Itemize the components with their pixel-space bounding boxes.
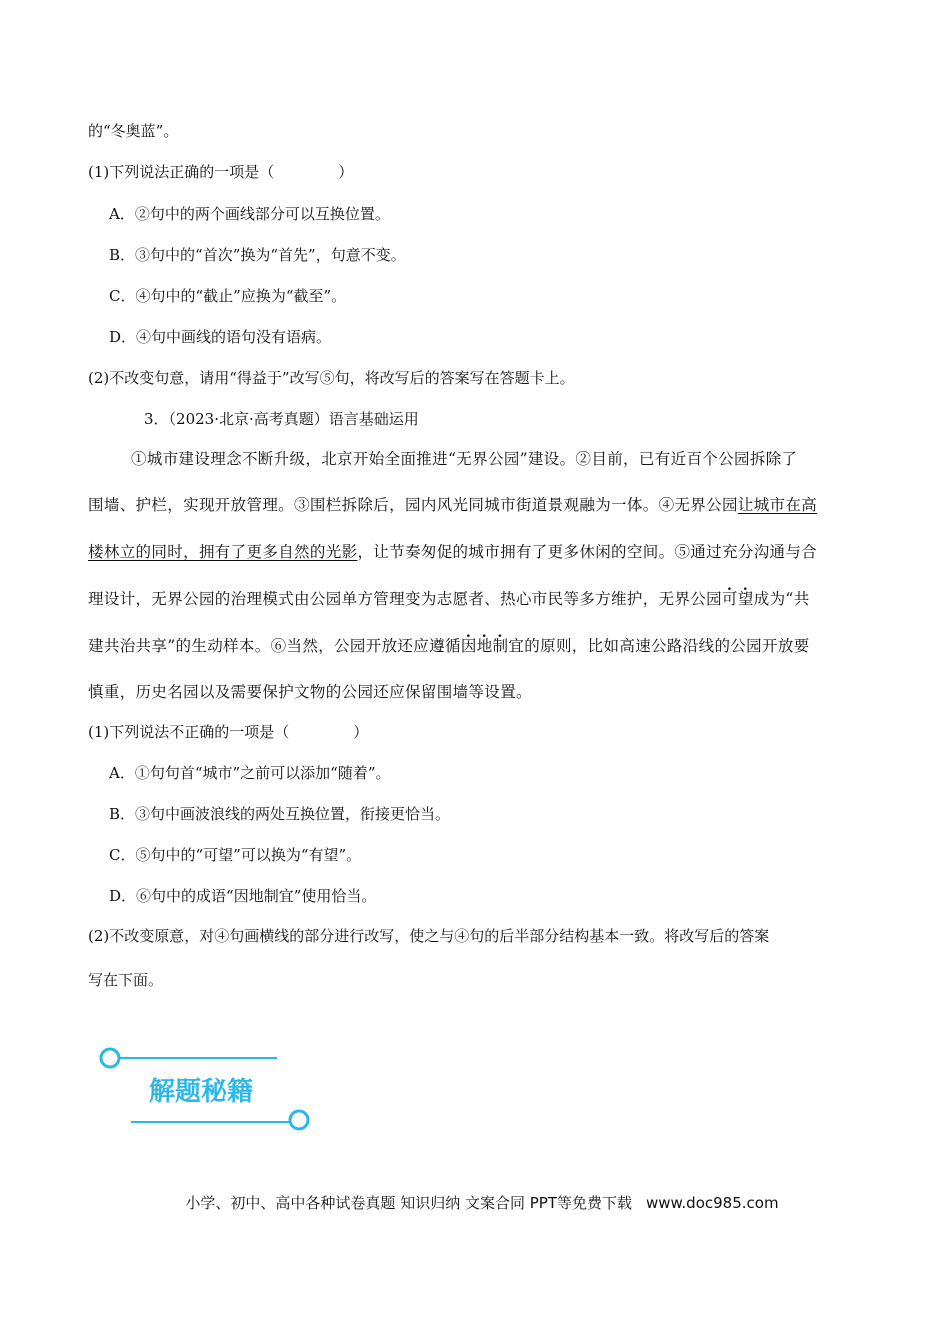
dotted-char: 制	[492, 637, 509, 655]
dotted-char: 望	[737, 590, 754, 608]
option-b: B．③句中的“首次”换为“首先”，句意不变。	[109, 246, 406, 264]
footer-text: 小学、初中、高中各种试卷真题 知识归纳 文案合同 PPT等免费下载	[185, 1194, 632, 1212]
passage-text: 宜的原则，比如高速公路沿线的公园开放要	[508, 637, 810, 655]
prompt-close: ）	[353, 723, 369, 741]
badge-circle-left	[101, 1049, 119, 1067]
option-a: A．②句中的两个画线部分可以互换位置。	[109, 205, 390, 223]
passage-line-2	[88, 495, 817, 515]
question-3-part-2-line-1: (2)不改变原意，对④句画横线的部分进行改写，使之与④句的后半部分结构基本一致。将改写后的答案	[88, 927, 770, 945]
dotted-char: 地	[476, 637, 493, 655]
underlined-phrase: 让城市在高	[737, 496, 818, 514]
question-2-part-2: (2)不改变句意，请用“得益于”改写⑤句，将改写后的答案写在答题卡上。	[88, 369, 575, 387]
badge-circle-right	[290, 1111, 308, 1129]
passage-line-4	[88, 589, 810, 609]
passage-line-3	[88, 542, 817, 562]
solution-secrets-badge	[93, 1040, 323, 1140]
passage-text: 围墙、护栏，实现开放管理。③围栏拆除后，园内风光同城市街道景观融为一体。④无界公园	[88, 496, 738, 514]
option-c: C．⑤句中的“可望”可以换为“有望”。	[109, 846, 362, 864]
passage-line-6: 慎重，历史名园以及需要保护文物的公园还应保留围墙等设置。	[88, 683, 532, 701]
dotted-char: 可	[722, 590, 738, 608]
passage-text: 成为“共	[753, 590, 810, 608]
question-3-part-1-prompt	[88, 722, 368, 742]
prompt-close: ）	[338, 163, 354, 181]
passage-text: 建共治共享”的生动样本。⑥当然，公园开放还应遵循	[88, 637, 461, 655]
passage-line-1: ①城市建设理念不断升级，北京开始全面推进“无界公园”建设。②目前，已有近百个公园拆除了	[131, 450, 798, 468]
option-d: D．⑥句中的成语“因地制宜”使用恰当。	[109, 887, 377, 905]
passage-text: ，让节奏匆促的城市拥有了更多休闲的空间。⑤通过充分沟通与合	[357, 543, 818, 561]
option-d: D．④句中画线的语句没有语病。	[109, 328, 332, 346]
badge-label: 解题秘籍	[149, 1077, 254, 1107]
option-b: B．③句中画波浪线的两处互换位置，衔接更恰当。	[109, 805, 451, 823]
footer	[0, 1192, 950, 1213]
prompt-text: (1)下列说法不正确的一项是（	[88, 723, 290, 741]
prompt-text: (1)下列说法正确的一项是（	[88, 163, 275, 181]
underlined-phrase: 楼林立的同时，拥有了更多自然的光影	[88, 543, 358, 561]
footer-url[interactable]: www.doc985.com	[645, 1194, 779, 1212]
option-a: A．①句句首“城市”之前可以添加“随着”。	[109, 764, 391, 782]
question-3-part-2-line-2: 写在下面。	[88, 971, 164, 989]
question-3-heading: 3．（2023·北京·高考真题）语言基础运用	[144, 410, 419, 428]
question-2-part-1-prompt	[88, 162, 353, 182]
dotted-char: 因	[460, 637, 477, 655]
passage-line-5	[88, 636, 810, 656]
option-c: C．④句中的“截止”应换为“截至”。	[109, 287, 347, 305]
continuation-text: 的“冬奥蓝”。	[88, 122, 179, 140]
passage-text: 理设计，无界公园的治理模式由公园单方管理变为志愿者、热心市民等多方维护，无界公园	[88, 590, 723, 608]
